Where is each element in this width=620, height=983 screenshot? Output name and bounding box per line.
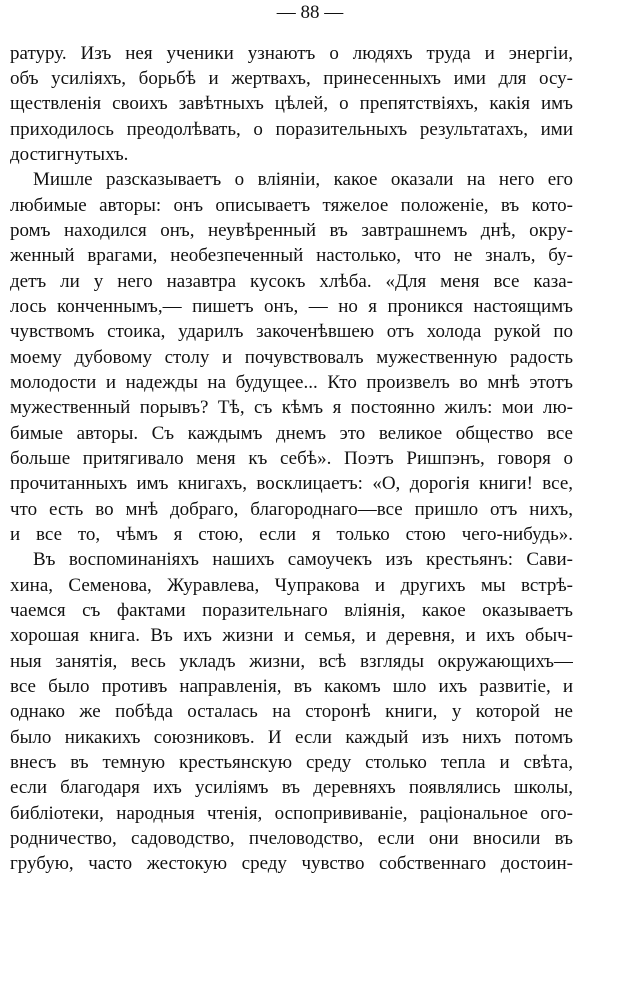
text-line: родничество, садоводство, пчеловодство, если они вносили въ bbox=[10, 828, 573, 849]
text-line: детъ ли у него назавтра кусокъ хлѣба. «Для меня все каза- bbox=[10, 271, 573, 292]
text-line: грубую, часто жестокую среду чувство собственнаго достоин- bbox=[10, 853, 573, 874]
text-line: больше притягивало меня къ себѣ». Поэтъ Ришпэнъ, говоря о bbox=[10, 448, 573, 469]
text-line: ныя занятія, весь укладъ жизни, всѣ взгляды окружающихъ— bbox=[10, 651, 573, 672]
text-line: молодости и надежды на будущее... Кто произвелъ во мнѣ этотъ bbox=[10, 372, 573, 393]
page-number: — 88 — bbox=[276, 2, 344, 23]
text-line: библіотеки, народныя чтенія, оспопрививаніе, раціональное ого- bbox=[10, 803, 573, 824]
text-line: лось конченнымъ,— пишетъ онъ, — но я проникся настоящимъ bbox=[10, 296, 573, 317]
text-line: Въ воспоминаніяхъ нашихъ самоучекъ изъ крестьянъ: Сави- bbox=[33, 549, 573, 570]
text-line: объ усиліяхъ, борьбѣ и жертвахъ, принесенныхъ ими для осу- bbox=[10, 68, 573, 89]
text-line: приходилось преодолѣвать, о поразительныхъ результатахъ, ими bbox=[10, 119, 573, 140]
text-line: женный врагами, необезпеченный настолько, что не зналъ, бу- bbox=[10, 245, 573, 266]
text-line: чувствомъ стоика, ударилъ закоченѣвшею отъ холода рукой по bbox=[10, 321, 573, 342]
text-line: чаемся съ фактами поразительнаго вліянія, какое оказываетъ bbox=[10, 600, 573, 621]
text-line: мужественный порывъ? Тѣ, съ кѣмъ я постоянно жилъ: мои лю- bbox=[10, 397, 573, 418]
text-line: любимые авторы: онъ описываетъ тяжелое положеніе, въ кото- bbox=[10, 195, 573, 216]
text-line: что есть во мнѣ добраго, благороднаго—все пришло отъ нихъ, bbox=[10, 499, 573, 520]
text-line: ромъ находился онъ, неувѣренный въ завтрашнемъ днѣ, окру- bbox=[10, 220, 573, 241]
text-line: достигнутыхъ. bbox=[10, 144, 129, 165]
text-line: все было противъ направленія, въ какомъ шло ихъ развитіе, и bbox=[10, 676, 573, 697]
text-line: если благодаря ихъ усиліямъ въ деревняхъ появлялись школы, bbox=[10, 777, 573, 798]
text-line: прочитанныхъ имъ книгахъ, восклицаетъ: «О, дорогія книги! все, bbox=[10, 473, 573, 494]
text-line: бимые авторы. Съ каждымъ днемъ это великое общество все bbox=[10, 423, 573, 444]
text-line: было никакихъ союзниковъ. И если каждый изъ нихъ потомъ bbox=[10, 727, 573, 748]
text-line: хорошая книга. Въ ихъ жизни и семья, и деревня, и ихъ обыч- bbox=[10, 625, 573, 646]
text-line: моему дубовому столу и почувствовалъ мужественную радость bbox=[10, 347, 573, 368]
text-line: хина, Семенова, Журавлева, Чупракова и другихъ мы встрѣ- bbox=[10, 575, 573, 596]
text-line: ществленія своихъ завѣтныхъ цѣлей, о препятствіяхъ, какія имъ bbox=[10, 93, 573, 114]
text-line: и все то, чѣмъ я стою, если я только стою чего-нибудь». bbox=[10, 524, 573, 545]
text-line: однако же побѣда осталась на сторонѣ книги, у которой не bbox=[10, 701, 573, 722]
text-line: ратуру. Изъ нея ученики узнаютъ о людяхъ труда и энергіи, bbox=[10, 43, 573, 64]
text-line: Мишле разсказываетъ о вліяніи, какое оказали на него его bbox=[33, 169, 573, 190]
text-line: внесъ въ темную крестьянскую среду столько тепла и свѣта, bbox=[10, 752, 573, 773]
